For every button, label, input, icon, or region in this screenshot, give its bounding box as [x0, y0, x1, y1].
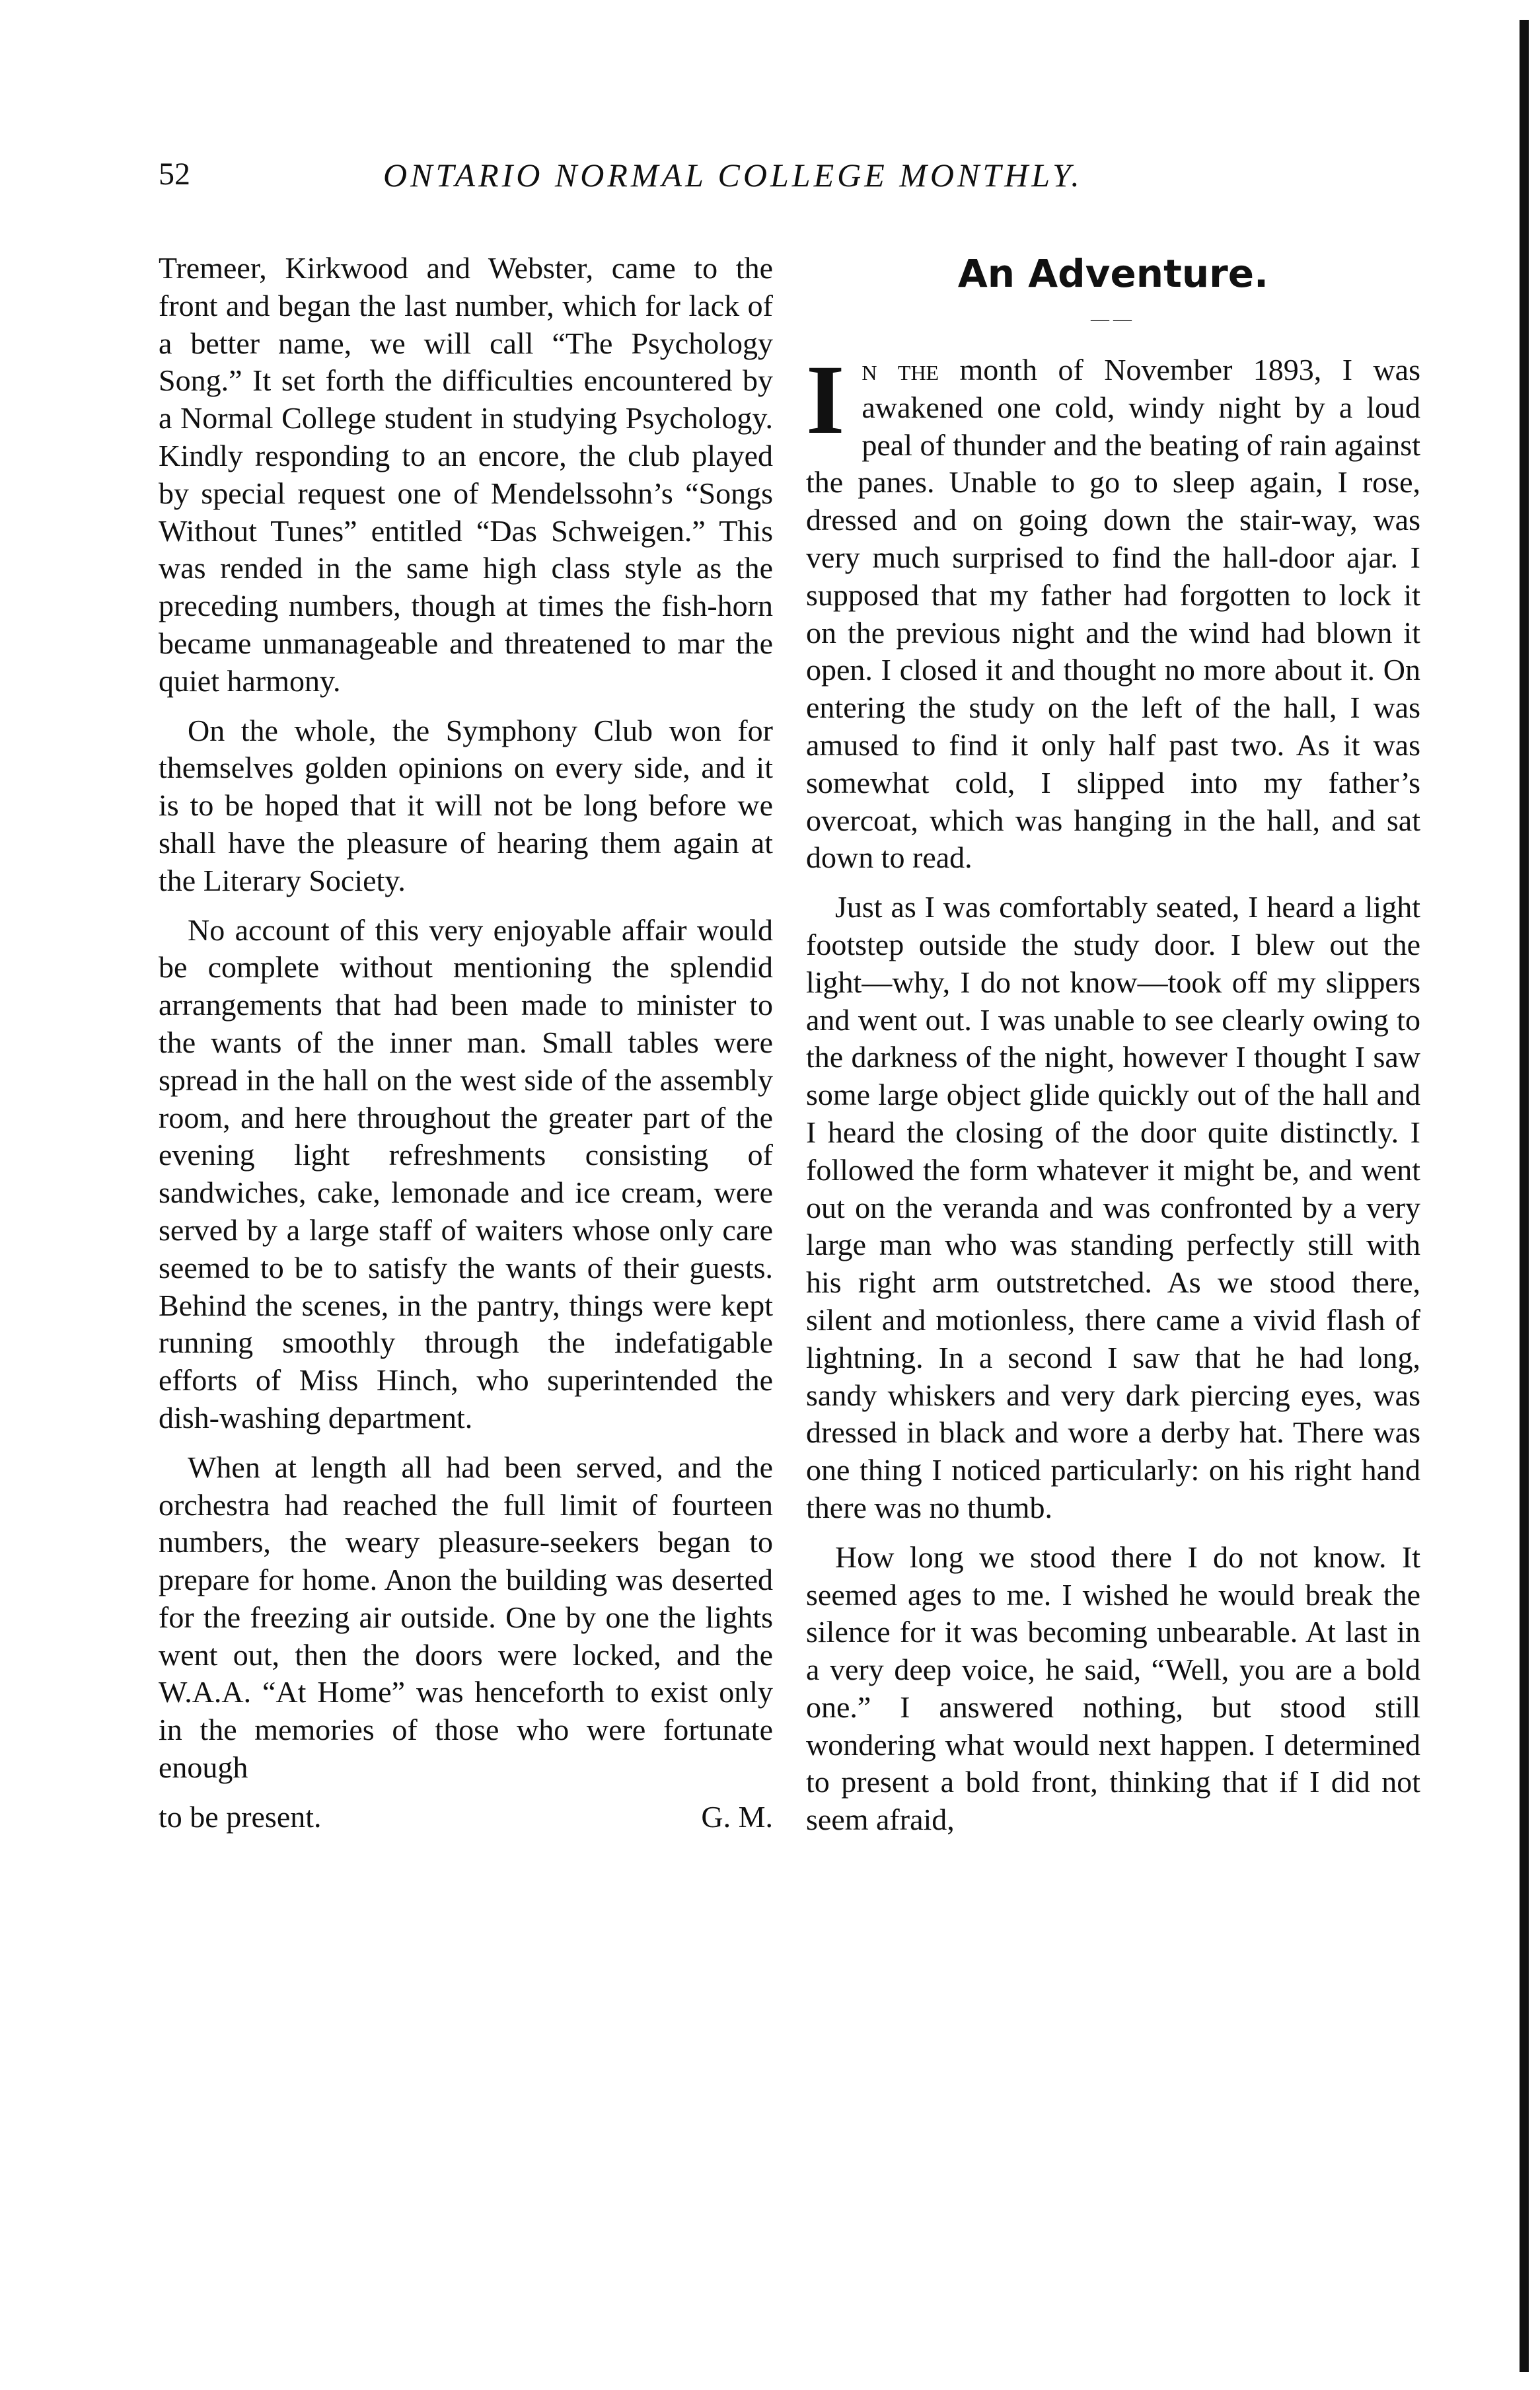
left-column — [159, 250, 773, 1836]
page-edge-rule — [1520, 20, 1529, 2372]
left-paragraph-1: Tremeer, Kirkwood and Webster, came to the front and began the last number, which for lack of a better name, we will call “The Psychology Song.” It set forth the difficulties encountered by a Normal College student in studying Psychology. Kindly responding to an encore, the club played by special request one of Mendelssohn’s “Songs Without Tunes” entitled “Das Schweigen.” This was rended in the same high class style as the preceding numbers, though at times the fish-horn became unmanageable and threatened to mar the quiet harmony. — [159, 251, 773, 698]
title-ornament: —— — [1091, 309, 1136, 330]
closing-text: to be present. — [159, 1799, 322, 1834]
left-paragraph-4: When at length all had been served, and the orchestra had reached the full limit of fourteen numbers, the weary pleasure-seekers began to prepare for home. Anon the building was deserted for the freezing air outside. One by one the lights went out, then the doors were locked, and the W.A.A. “At Home” was henceforth to exist only in the memories of those who were fortunate enough — [159, 1450, 773, 1785]
drop-cap: I — [806, 345, 845, 455]
left-paragraph-3: No account of this very enjoyable affair would be complete without mentioning the splendid arrangements that had been made to minister to the wants of the inner man. Small tables were spread in the hall on the west side of the assembly room, and here throughout the greater part of the evening light refreshments consisting of sandwiches, cake, lemonade and ice cream, were served by a large staff of waiters whose only care seemed to be to satisfy the wants of their guests. Behind the scenes, in the pantry, things were kept running smoothly through the indefatigable efforts of Miss Hinch, who superintended the dish-washing department. — [159, 913, 773, 1435]
right-paragraph-1 — [806, 345, 1421, 877]
left-paragraph-2: On the whole, the Symphony Club won for themselves golden opinions on every side, and it is to be hoped that it will not be long before we shall have the pleasure of hearing them again at the Literary Society. — [159, 713, 773, 897]
article-title: An Adventure. — [957, 251, 1269, 296]
right-paragraph-2: Just as I was comfortably seated, I heard a light footstep outside the study door. I blew out the light—why, I do not know—took off my slippers and went out. I was unable to see clearly owing to the darkness of the night, however I thought I saw some large object glide quickly out of the hall and I heard the closing of the door quite distinctly. I followed the form whatever it might be, and went out on the veranda and was confronted by a very large man who was standing perfectly still with his right arm outstretched. As we stood there, silent and motionless, there came a vivid flash of lightning. In a second I saw that he had long, sandy whiskers and very dark piercing eyes, was dressed in black and wore a derby hat. There was one thing I noticed particularly: on his right hand there was no thumb. — [806, 890, 1420, 1524]
closing-line — [159, 1799, 773, 1836]
page-number: 52 — [159, 157, 190, 192]
opening-words: n the — [862, 353, 939, 387]
page-header — [159, 156, 1420, 202]
right-paragraph-1-text: month of November 1893, I was awakened one cold, windy night by a loud peal of thunder and the beating of rain against the panes. Unable to go to sleep again, I rose, dressed and on going down the stair-way, was very much surprised to find the hall-door ajar. I supposed that my father had forgotten to lock it on the previous night and the wind had blown it open. I closed it and thought no more about it. On entering the study on the left of the hall, I was amused to find it only half past two. As it was somewhat cold, I slipped into my father’s overcoat, which was hanging in the hall, and sat down to read. — [806, 353, 1421, 875]
right-paragraph-3: How long we stood there I do not know. It seemed ages to me. I wished he would break the silence for it was becoming unbearable. At last in a very deep voice, he said, “Well, you are a bold one.” I answered nothing, but stood still wondering what would next happen. I determined to present a bold front, thinking that if I did not seem afraid, — [806, 1540, 1420, 1837]
right-column — [806, 250, 1420, 1851]
author-signature: G. M. — [701, 1799, 773, 1834]
running-head: ONTARIO NORMAL COLLEGE MONTHLY. — [383, 157, 1083, 194]
